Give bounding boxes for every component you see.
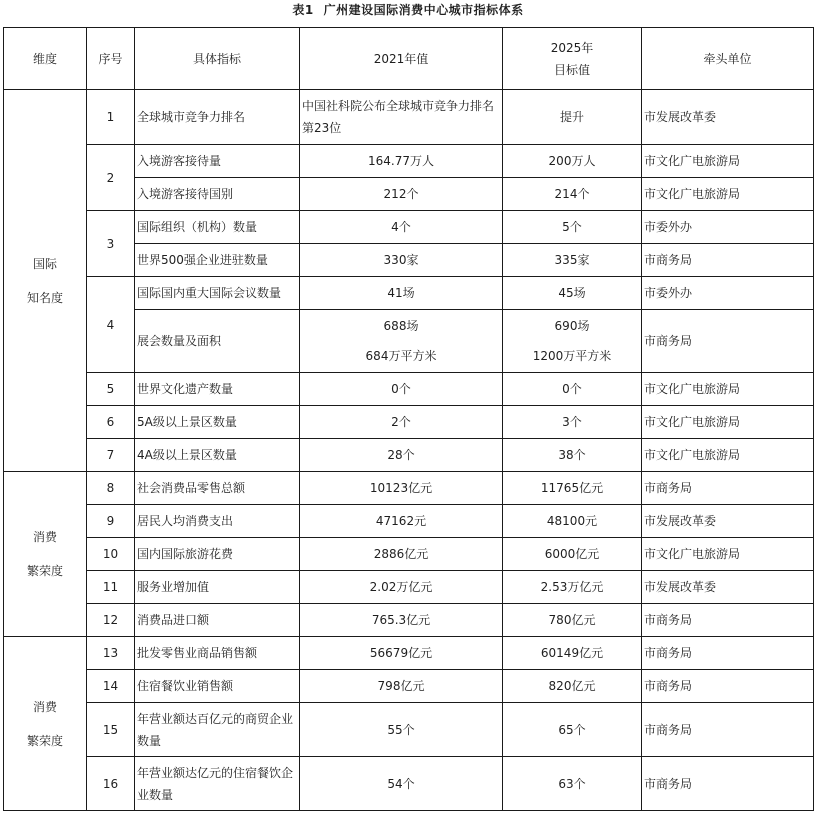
indicator-cell: 国际组织（机构）数量	[135, 211, 300, 244]
indicator-cell: 消费品进口额	[135, 604, 300, 637]
target-2025-line2: 1200万平方米	[532, 349, 612, 363]
dimension-cell-international	[4, 90, 87, 472]
seq-cell: 16	[87, 757, 135, 811]
indicator-cell: 国内国际旅游花费	[135, 538, 300, 571]
table-row	[4, 604, 814, 637]
value-2021-cell: 2.02万亿元	[300, 571, 503, 604]
table-row	[4, 637, 814, 670]
table-row	[4, 439, 814, 472]
target-2025-cell: 48100元	[503, 505, 642, 538]
table-row	[4, 472, 814, 505]
table-row	[4, 90, 814, 145]
lead-unit-cell: 市商务局	[642, 670, 814, 703]
value-2021-cell	[300, 310, 503, 373]
header-2021-value: 2021年值	[300, 28, 503, 90]
seq-cell: 5	[87, 373, 135, 406]
table-row	[4, 757, 814, 811]
dimension-line2: 知名度	[26, 290, 63, 305]
target-2025-cell: 65个	[503, 703, 642, 757]
target-2025-cell: 335家	[503, 244, 642, 277]
header-dimension: 维度	[4, 28, 87, 90]
indicator-cell: 世界文化遗产数量	[135, 373, 300, 406]
indicator-cell: 国际国内重大国际会议数量	[135, 277, 300, 310]
seq-cell: 1	[87, 90, 135, 145]
lead-unit-cell: 市发展改革委	[642, 571, 814, 604]
target-2025-cell: 38个	[503, 439, 642, 472]
table-row	[4, 670, 814, 703]
lead-unit-cell: 市文化广电旅游局	[642, 406, 814, 439]
target-2025-cell: 6000亿元	[503, 538, 642, 571]
table-caption	[0, 0, 816, 22]
lead-unit-cell: 市文化广电旅游局	[642, 373, 814, 406]
lead-unit-cell: 市商务局	[642, 310, 814, 373]
value-2021-cell: 765.3亿元	[300, 604, 503, 637]
value-2021-cell: 212个	[300, 178, 503, 211]
target-2025-cell: 214个	[503, 178, 642, 211]
seq-cell: 9	[87, 505, 135, 538]
target-2025-cell: 提升	[503, 90, 642, 145]
indicator-cell: 年营业额达百亿元的商贸企业数量	[135, 703, 300, 757]
indicator-cell: 4A级以上景区数量	[135, 439, 300, 472]
target-2025-cell: 820亿元	[503, 670, 642, 703]
target-2025-cell: 45场	[503, 277, 642, 310]
seq-cell: 3	[87, 211, 135, 277]
dimension-cell-consumption	[4, 472, 87, 637]
dimension-line1: 消费	[32, 530, 57, 544]
target-2025-cell: 11765亿元	[503, 472, 642, 505]
table-number: 表1	[292, 3, 314, 17]
indicator-cell: 世界500强企业进驻数量	[135, 244, 300, 277]
header-seq: 序号	[87, 28, 135, 90]
lead-unit-cell: 市委外办	[642, 211, 814, 244]
lead-unit-cell: 市发展改革委	[642, 505, 814, 538]
indicator-cell: 全球城市竞争力排名	[135, 90, 300, 145]
lead-unit-cell: 市商务局	[642, 703, 814, 757]
value-2021-cell: 798亿元	[300, 670, 503, 703]
value-2021-line1: 688场	[383, 319, 419, 333]
target-2025-cell: 200万人	[503, 145, 642, 178]
table-row	[4, 277, 814, 310]
target-2025-cell	[503, 310, 642, 373]
value-2021-cell: 4个	[300, 211, 503, 244]
table-row	[4, 505, 814, 538]
lead-unit-cell: 市商务局	[642, 757, 814, 811]
dimension-line2: 繁荣度	[26, 564, 63, 578]
value-2021-cell: 47162元	[300, 505, 503, 538]
value-2021-line2: 684万平方米	[365, 349, 437, 363]
indicator-cell: 居民人均消费支出	[135, 505, 300, 538]
seq-cell: 13	[87, 637, 135, 670]
value-2021-cell: 55个	[300, 703, 503, 757]
seq-cell: 7	[87, 439, 135, 472]
lead-unit-cell: 市商务局	[642, 604, 814, 637]
lead-unit-cell: 市委外办	[642, 277, 814, 310]
value-2021-cell: 56679亿元	[300, 637, 503, 670]
lead-unit-cell: 市文化广电旅游局	[642, 538, 814, 571]
header-lead-unit: 牵头单位	[642, 28, 814, 90]
indicator-table	[3, 27, 814, 811]
value-2021-cell: 164.77万人	[300, 145, 503, 178]
dimension-line1: 消费	[32, 699, 57, 714]
indicator-cell: 服务业增加值	[135, 571, 300, 604]
header-row	[4, 28, 814, 90]
seq-cell: 2	[87, 145, 135, 211]
value-2021-cell: 54个	[300, 757, 503, 811]
target-2025-cell: 2.53万亿元	[503, 571, 642, 604]
indicator-cell: 社会消费品零售总额	[135, 472, 300, 505]
dimension-cell-consumption-2	[4, 637, 87, 811]
indicator-cell: 5A级以上景区数量	[135, 406, 300, 439]
target-2025-cell: 3个	[503, 406, 642, 439]
value-2021-cell: 2886亿元	[300, 538, 503, 571]
header-2025-line2: 目标值	[553, 62, 590, 77]
indicator-cell: 住宿餐饮业销售额	[135, 670, 300, 703]
seq-cell: 15	[87, 703, 135, 757]
seq-cell: 6	[87, 406, 135, 439]
value-2021-cell: 中国社科院公布全球城市竞争力排名第23位	[300, 90, 503, 145]
table-title: 广州建设国际消费中心城市指标体系	[323, 3, 524, 17]
indicator-cell: 入境游客接待国别	[135, 178, 300, 211]
indicator-cell: 展会数量及面积	[135, 310, 300, 373]
target-2025-line1: 690场	[554, 319, 590, 333]
lead-unit-cell: 市文化广电旅游局	[642, 145, 814, 178]
table-row	[4, 538, 814, 571]
value-2021-cell: 10123亿元	[300, 472, 503, 505]
value-2021-cell: 0个	[300, 373, 503, 406]
lead-unit-cell: 市商务局	[642, 244, 814, 277]
value-2021-cell: 41场	[300, 277, 503, 310]
table-row	[4, 373, 814, 406]
table-row	[4, 406, 814, 439]
indicator-cell: 入境游客接待量	[135, 145, 300, 178]
dimension-line2: 繁荣度	[26, 733, 63, 748]
seq-cell: 4	[87, 277, 135, 373]
lead-unit-cell: 市商务局	[642, 472, 814, 505]
header-indicator: 具体指标	[135, 28, 300, 90]
value-2021-cell: 28个	[300, 439, 503, 472]
target-2025-cell: 780亿元	[503, 604, 642, 637]
target-2025-cell: 5个	[503, 211, 642, 244]
lead-unit-cell: 市文化广电旅游局	[642, 439, 814, 472]
lead-unit-cell: 市商务局	[642, 637, 814, 670]
table-row	[4, 211, 814, 244]
lead-unit-cell: 市发展改革委	[642, 90, 814, 145]
target-2025-cell: 63个	[503, 757, 642, 811]
lead-unit-cell: 市文化广电旅游局	[642, 178, 814, 211]
table-row	[4, 571, 814, 604]
target-2025-cell: 60149亿元	[503, 637, 642, 670]
indicator-cell: 年营业额达亿元的住宿餐饮企业数量	[135, 757, 300, 811]
indicator-cell: 批发零售业商品销售额	[135, 637, 300, 670]
target-2025-cell: 0个	[503, 373, 642, 406]
value-2021-cell: 330家	[300, 244, 503, 277]
seq-cell: 12	[87, 604, 135, 637]
value-2021-cell: 2个	[300, 406, 503, 439]
seq-cell: 8	[87, 472, 135, 505]
seq-cell: 11	[87, 571, 135, 604]
header-2025-line1: 2025年	[550, 40, 594, 55]
header-2025-target	[503, 28, 642, 90]
table-row	[4, 703, 814, 757]
seq-cell: 14	[87, 670, 135, 703]
table-row	[4, 145, 814, 178]
seq-cell: 10	[87, 538, 135, 571]
dimension-line1: 国际	[32, 256, 57, 271]
